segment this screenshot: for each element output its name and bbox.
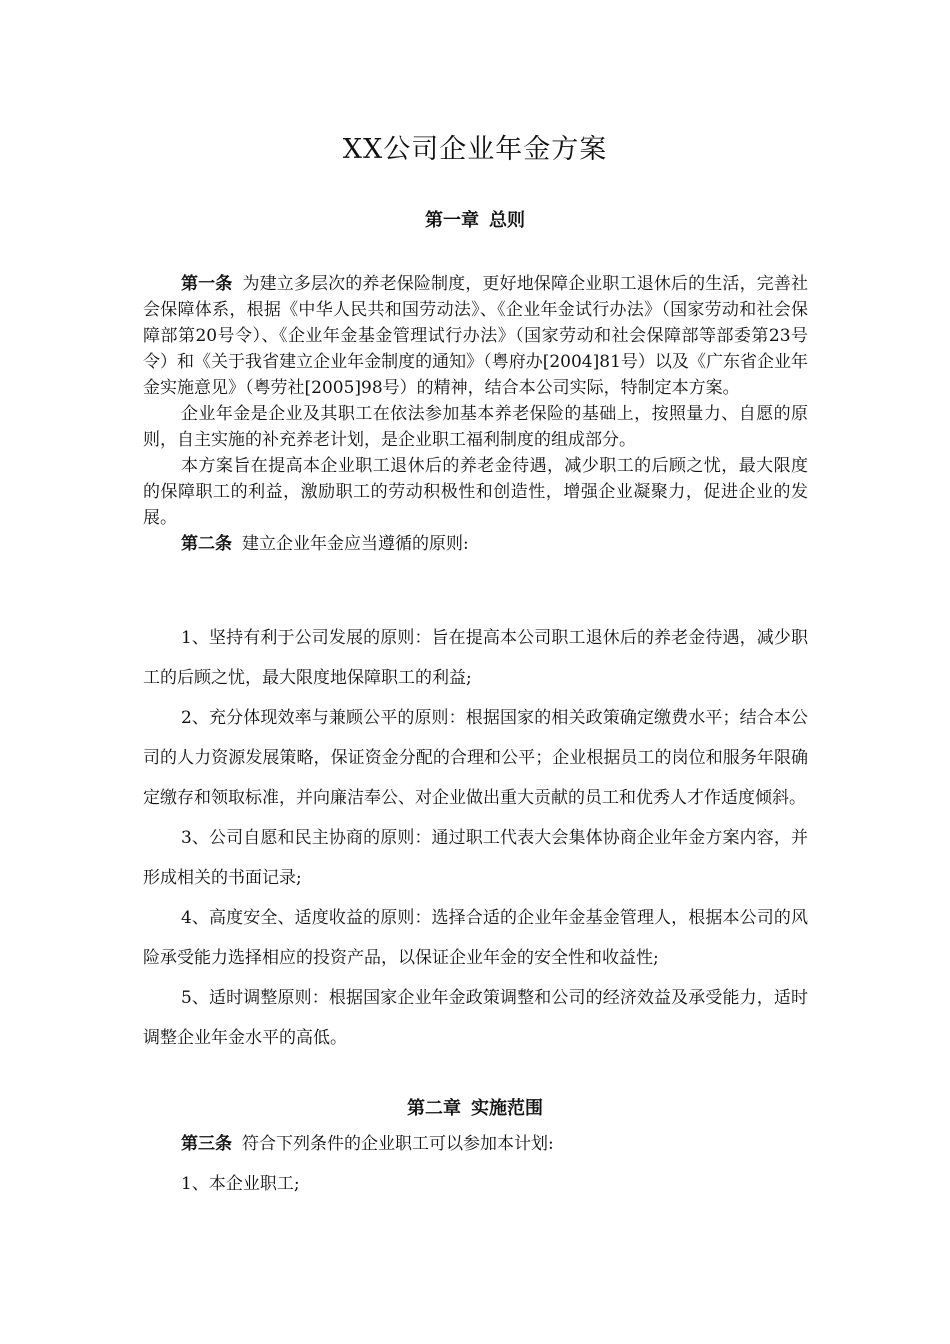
article-paragraph (143, 531, 808, 557)
document-title: XX公司企业年金方案 (342, 134, 608, 165)
chapter-name: 总则 (489, 210, 525, 231)
article-1-block (143, 271, 808, 557)
paragraph: 企业年金是企业及其职工在依法参加基本养老保险的基础上，按照量力、自愿的原则，自主实施的补充养老计划，是企业职工福利制度的组成部分。 (143, 404, 808, 450)
article-label: 第三条 (181, 1134, 232, 1154)
chapter-heading (0, 208, 950, 234)
list-item: 1、坚持有利于公司发展的原则：旨在提高本公司职工退休后的养老金待遇，减少职工的后顾之忧，最大限度地保障职工的利益; (143, 628, 808, 688)
list-item: 2、充分体现效率与兼顾公平的原则：根据国家的相关政策确定缴费水平；结合本公司的人力资源发展策略，保证资金分配的合理和公平；企业根据员工的岗位和服务年限确定缴存和领取标准，并向廉洁奉公、对企业做出重大贡献的员工和优秀人才作适度倾斜。 (143, 708, 808, 808)
article-label: 第一条 (181, 274, 233, 294)
article-2-items (143, 618, 808, 1058)
article-text: 符合下列条件的企业职工可以参加本计划: (242, 1134, 554, 1154)
chapter-heading (0, 1096, 950, 1122)
chapter-number: 第二章 (407, 1098, 461, 1119)
list-item: 3、公司自愿和民主协商的原则：通过职工代表大会集体协商企业年金方案内容，并形成相关的书面记录; (143, 828, 808, 888)
chapter-name: 实施范围 (471, 1098, 543, 1119)
article-paragraph (143, 1124, 808, 1164)
list-item: 1、本企业职工; (181, 1174, 300, 1194)
paragraph: 本方案旨在提高本企业职工退休后的养老金待遇，减少职工的后顾之忧，最大限度的保障职工的利益，激励职工的劳动积极性和创造性，增强企业凝聚力，促进企业的发展。 (143, 456, 808, 528)
article-text: 为建立多层次的养老保险制度，更好地保障企业职工退休后的生活，完善社会保障体系，根据《中华人民共和国劳动法》、《企业年金试行办法》（国家劳动和社会保障部第20号令）、《企业年金基金管理试行办法》（国家劳动和社会保障部等部委第23号令）和《关于我省建立企业年金制度的通知》（粤府办[2004]81号）以及《广东省企业年金实施意见》（粤劳社[2005]98号）的精神，结合本公司实际，特制定本方案。 (143, 274, 809, 398)
article-text: 建立企业年金应当遵循的原则: (242, 534, 469, 554)
article-label: 第二条 (181, 534, 232, 554)
list-item: 4、高度安全、适度收益的原则：选择合适的企业年金基金管理人，根据本公司的风险承受能力选择相应的投资产品，以保证企业年金的安全性和收益性; (143, 908, 808, 968)
article-paragraph (143, 271, 808, 401)
article-3-block (143, 1124, 808, 1204)
list-item: 5、适时调整原则：根据国家企业年金政策调整和公司的经济效益及承受能力，适时调整企业年金水平的高低。 (143, 988, 808, 1048)
chapter-number: 第一章 (425, 210, 479, 231)
